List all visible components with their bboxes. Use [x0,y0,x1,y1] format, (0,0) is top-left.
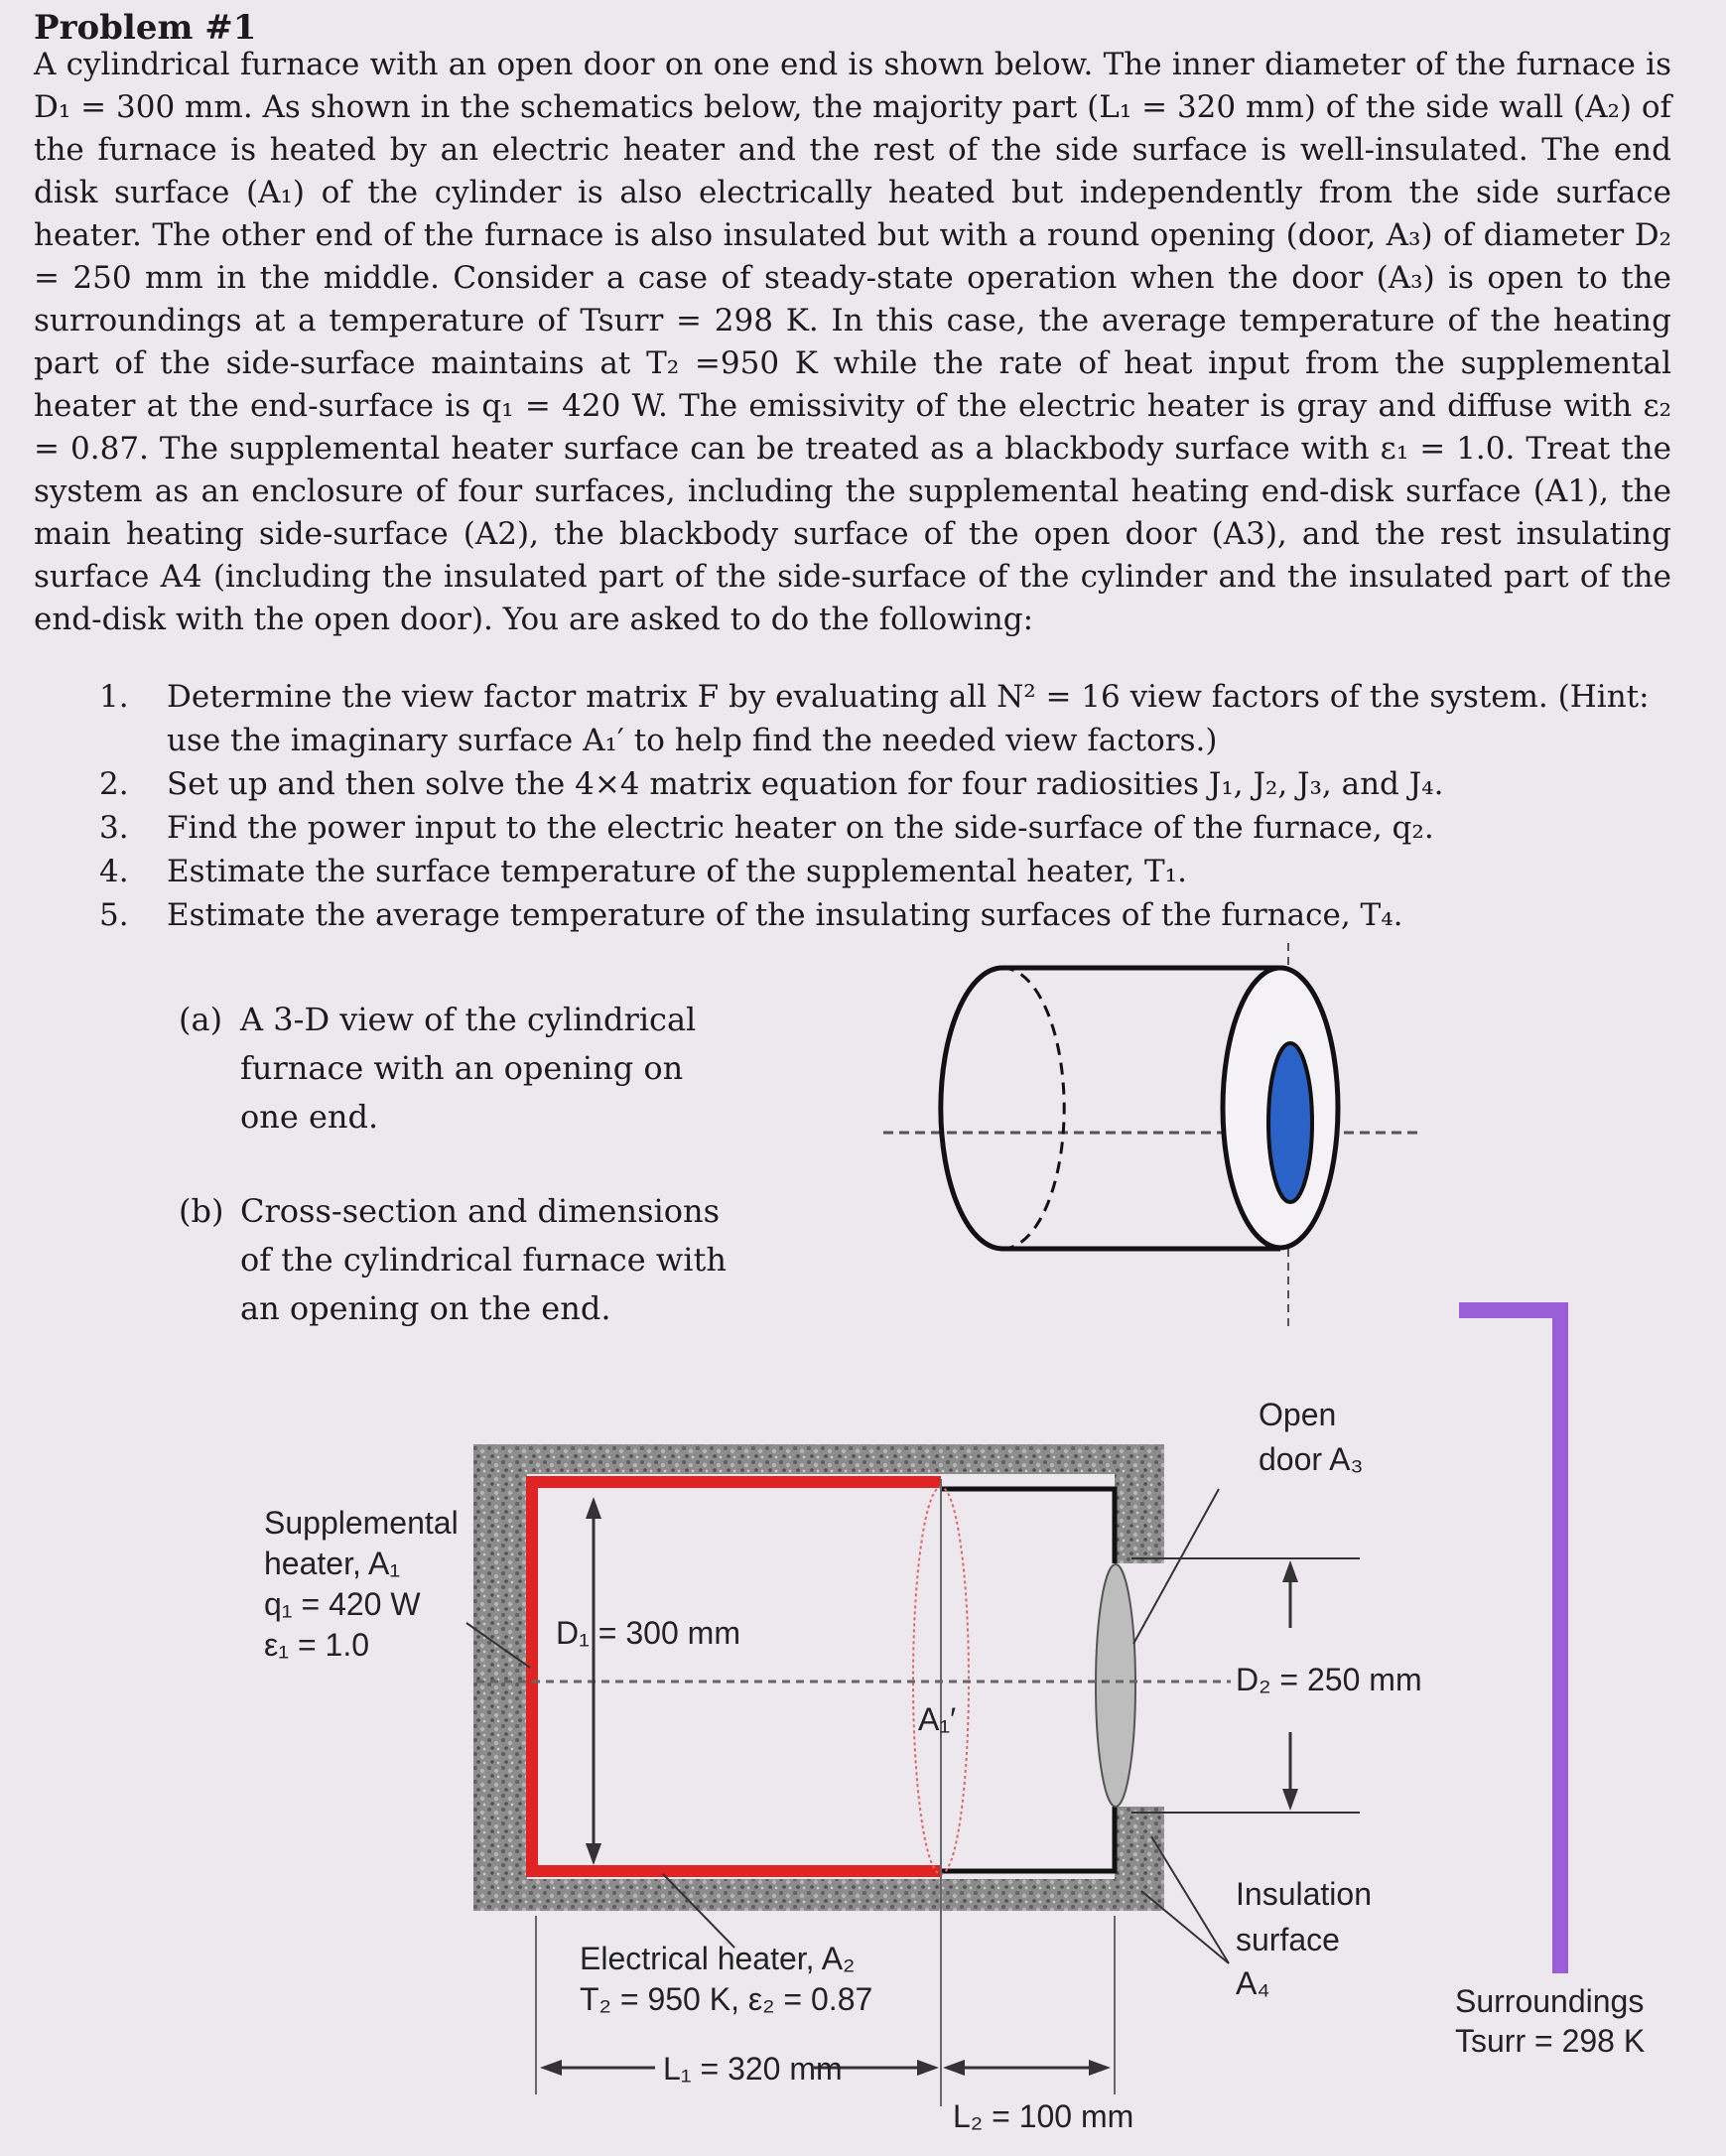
open-door-label: Open [1259,1397,1337,1432]
task-item: 3. Find the power input to the electric heater on the side-surface of the furnace, q₂. [99,810,1434,846]
open-door-a3 [1096,1564,1135,1807]
surroundings-bracket [1459,1310,1560,1973]
insulation-top [473,1444,1164,1474]
insulation-label-2: surface [1236,1922,1340,1957]
open-door-label-2: door A₃ [1259,1441,1364,1477]
insulation-label: Insulation [1236,1876,1372,1912]
insulation-right-top [1115,1444,1164,1563]
furnace-3d-view [883,943,1419,1330]
insulation-label-3: A₄ [1236,1965,1270,2001]
cylinder-back-end [941,968,1002,1249]
problem-title: Problem #1 [34,8,257,48]
task-item: 2. Set up and then solve the 4×4 matrix equation for four radiosities J₁, J₂, J₃, and J₄. [99,766,1444,802]
supp-heater-eps: ε₁ = 1.0 [264,1627,370,1663]
d2-label: D₂ = 250 mm [1236,1662,1422,1697]
insulation-left [473,1444,527,1911]
heater-label: Electrical heater, A₂ [580,1941,856,1976]
insulation-bottom [473,1879,1164,1911]
insulation-right-bottom [1115,1807,1164,1911]
a1prime-label: A₁′ [918,1701,957,1737]
problem-statement: A cylindrical furnace with an open door on one end is shown below. The inner diameter of the furnace is D₁ = 300 mm. As shown in the schematics below, the majority part (L₁ = 320 mm) of the side wall (A₂) of the furnace is heated by an electric heater and the rest of the side surface is well-insulated. The end disk surface (A₁) of the cylinder is also electrically heated but independently from the side surface heater. The other end of the furnace is also insulated but with a round opening (door, A₃) of diameter D₂ = 250 mm in the middle. Consider a case of steady-state operation when the door (A₃) is open to the surroundings at a temperature of Tsurr = 298 K. In this case, the average temperature of the heating part of the side-surface maintains at T₂ =950 K while the rate of heat input from the supplemental heater at the end-surface is q₁ = 420 W. The emissivity of the electric heater is gray and diffuse with ε₂ = 0.87. The supplemental heater surface can be treated as a blackbody surface with ε₁ = 1.0. Treat the system as an enclosure of four surfaces, including the supplemental heating end-disk surface (A1), the main heating side-surface (A2), the blackbody surface of the open door (A3), and the rest insulating surface A4 (including the insulated part of the side-surface of the cylinder and the insulated part of the end-disk with the open door). You are asked to do the following: [34,47,1671,637]
surroundings-label: Surroundings [1455,1983,1645,2019]
d1-label: D₁ = 300 mm [556,1615,740,1651]
caption-b: (b) Cross-section and dimensions of the cylindrical furnace with an opening on the end. [179,1192,727,1327]
caption-a: (a) A 3-D view of the cylindrical furnace with an opening on one end. [179,1001,697,1136]
supp-heater-q: q₁ = 420 W [264,1586,421,1622]
l1-label: L₁ = 320 mm [663,2051,843,2087]
supp-heater-label: Supplemental [264,1505,459,1541]
heater-label-2: T₂ = 950 K, ε₂ = 0.87 [580,1981,873,2017]
inner-wall-insulated-top [941,1489,1115,1563]
insulation-pointer-1 [1141,1891,1229,1963]
inner-wall-insulated-bottom [941,1807,1115,1871]
tsurr-label: Tsurr = 298 K [1455,2023,1646,2059]
task-item: 1. Determine the view factor matrix F by evaluating all N² = 16 view factors of the system. (Hint: use the imaginary surface A₁′ to help find the needed view factors.) [99,679,1650,758]
door-opening-3d [1268,1043,1312,1202]
l2-label: L₂ = 100 mm [953,2098,1134,2134]
cylinder-back-hidden [1002,968,1064,1249]
supp-heater-label-2: heater, A₁ [264,1546,401,1581]
task-item: 4. Estimate the surface temperature of the supplemental heater, T₁. [99,854,1187,889]
task-item: 5. Estimate the average temperature of the insulating surfaces of the furnace, T₄. [99,897,1403,933]
